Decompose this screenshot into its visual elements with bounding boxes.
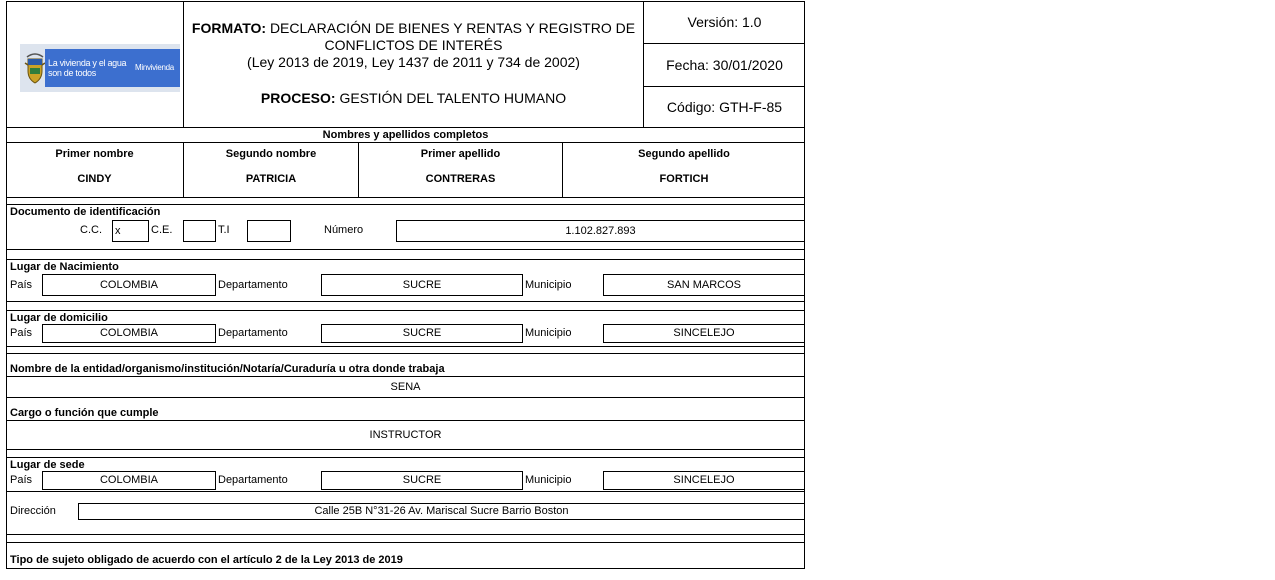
entity-title: Nombre de la entidad/organismo/institución/Notaría/Curaduría u otra donde trabaja	[10, 363, 445, 375]
headquarters-title: Lugar de sede	[10, 459, 85, 471]
hq-line-bottom	[6, 534, 805, 535]
domicile-municipio-label: Municipio	[525, 327, 572, 339]
slogan-line-1: La vivienda y el agua	[48, 58, 127, 68]
hq-line-top	[6, 457, 805, 458]
format-title	[184, 20, 643, 71]
cc-label: C.C.	[80, 224, 102, 236]
brand-block: Minvivienda	[129, 49, 180, 87]
ti-checkbox[interactable]	[247, 220, 291, 242]
birthplace-departamento-field[interactable]: SUCRE	[321, 274, 523, 296]
logo-banner	[20, 44, 180, 92]
birthplace-pais-label: País	[10, 279, 33, 291]
direccion-label: Dirección	[10, 505, 56, 517]
ti-label: T.I	[218, 224, 230, 236]
formato-title-line-1: DECLARACIÓN DE BIENES Y RENTAS Y REGISTRO DE	[269, 20, 636, 36]
fecha-cell: Fecha: 30/01/2020	[666, 57, 783, 73]
domicile-pais-label: País	[10, 327, 33, 339]
doc-line-mid	[6, 249, 805, 250]
direccion-field[interactable]: Calle 25B N°31-26 Av. Mariscal Sucre Barrio Boston	[78, 503, 805, 520]
declaration-form	[6, 1, 805, 569]
hq-municipio-label: Municipio	[525, 474, 572, 486]
hq-municipio-field[interactable]: SINCELEJO	[603, 471, 805, 490]
coat-of-arms-icon	[24, 51, 46, 85]
names-line-top	[6, 142, 805, 143]
hq-pais-field[interactable]: COLOMBIA	[42, 471, 216, 490]
names-line-bottom	[6, 197, 805, 198]
dom-line-mid	[6, 346, 805, 347]
primer-nombre-value: CINDY	[77, 173, 112, 185]
formato-label: FORMATO:	[191, 20, 267, 36]
numero-label: Número	[324, 224, 364, 236]
hq-line-bottom-2	[6, 542, 805, 543]
birthplace-departamento-label: Departamento	[218, 279, 288, 291]
domicile-pais-field[interactable]: COLOMBIA	[42, 324, 216, 343]
process-title	[184, 90, 643, 107]
entity-line-bottom	[6, 397, 805, 398]
numero-field[interactable]: 1.102.827.893	[396, 220, 805, 242]
domicile-title: Lugar de domicilio	[10, 312, 108, 324]
domicile-departamento-label: Departamento	[218, 327, 288, 339]
version-cell: Versión: 1.0	[687, 14, 762, 30]
doc-line-top	[6, 204, 805, 205]
birthplace-pais-field[interactable]: COLOMBIA	[42, 274, 216, 296]
cc-checkbox[interactable]: x	[112, 220, 149, 242]
segundo-apellido-value: FORTICH	[659, 173, 709, 185]
hq-departamento-label: Departamento	[218, 474, 288, 486]
birth-line-bottom	[6, 310, 805, 311]
position-value[interactable]: INSTRUCTOR	[369, 429, 442, 441]
hq-pais-label: País	[10, 474, 33, 486]
slogan-block	[45, 49, 129, 87]
birthplace-municipio-label: Municipio	[525, 279, 572, 291]
codigo-cell: Código: GTH-F-85	[666, 99, 783, 115]
birthplace-municipio-field[interactable]: SAN MARCOS	[603, 274, 805, 296]
ce-label: C.E.	[151, 224, 173, 236]
position-line-bottom	[6, 449, 805, 450]
segundo-apellido-label: Segundo apellido	[638, 148, 730, 160]
law-reference: (Ley 2013 de 2019, Ley 1437 de 2011 y 734 de 2002)	[247, 54, 580, 70]
proceso-label: PROCESO:	[260, 90, 336, 106]
domicile-municipio-field[interactable]: SINCELEJO	[603, 324, 805, 343]
proceso-value: GESTIÓN DEL TALENTO HUMANO	[339, 90, 567, 106]
primer-apellido-value: CONTRERAS	[425, 173, 496, 185]
primer-nombre-label: Primer nombre	[55, 148, 134, 160]
segundo-nombre-label: Segundo nombre	[225, 148, 317, 160]
subject-type-title: Tipo de sujeto obligado de acuerdo con el artículo 2 de la Ley 2013 de 2019	[10, 554, 403, 566]
names-section-title: Nombres y apellidos completos	[322, 129, 489, 141]
domicile-departamento-field[interactable]: SUCRE	[321, 324, 523, 343]
formato-title-line-2: CONFLICTOS DE INTERÉS	[324, 37, 503, 53]
document-title: Documento de identificación	[10, 206, 161, 218]
birthplace-title: Lugar de Nacimiento	[10, 261, 119, 273]
entity-value[interactable]: SENA	[390, 381, 421, 393]
position-title: Cargo o función que cumple	[10, 407, 159, 419]
segundo-nombre-value: PATRICIA	[245, 173, 297, 185]
ce-checkbox[interactable]	[183, 220, 216, 242]
doc-line-bottom	[6, 259, 805, 260]
birth-line-mid	[6, 301, 805, 302]
slogan-line-2: son de todos	[48, 68, 96, 78]
dom-line-bottom	[6, 353, 805, 354]
hq-departamento-field[interactable]: SUCRE	[321, 471, 523, 490]
primer-apellido-label: Primer apellido	[420, 148, 501, 160]
hq-line-mid	[6, 491, 805, 492]
